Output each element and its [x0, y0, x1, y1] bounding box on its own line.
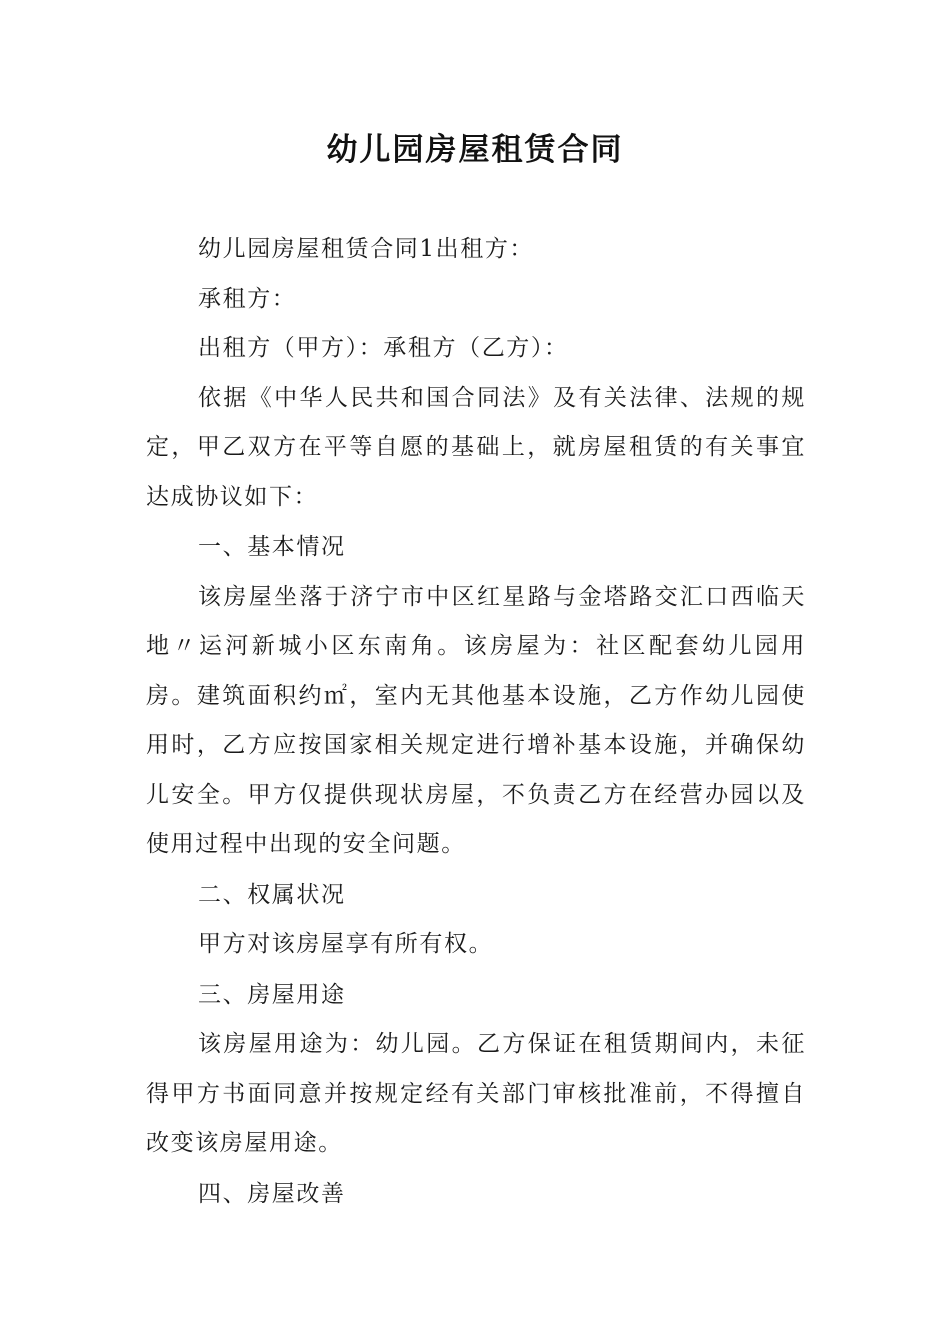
section-heading-ownership: 二、权属状况: [198, 881, 346, 908]
paragraph-basic-info: 该房屋坐落于济宁市中区红星路与金塔路交汇口西临天地〃运河新城小区东南角。该房屋为：社区配套幼儿园用房。建筑面积约㎡，室内无其他基本设施，乙方作幼儿园使用时，乙方应按国家相关规定进行增补基本设施，并确保幼儿安全。甲方仅提供现状房屋，不负责乙方在经营办园以及使用过程中出现的安全问题。: [146, 583, 806, 857]
section-heading-improvement: 四、房屋改善: [198, 1180, 346, 1207]
paragraph-lessor: 幼儿园房屋租赁合同1出租方：: [198, 236, 535, 262]
section-heading-usage: 三、房屋用途: [198, 981, 346, 1008]
document-title: 幼儿园房屋租赁合同: [326, 132, 624, 168]
paragraph-ownership: 甲方对该房屋享有所有权。: [198, 931, 494, 957]
paragraph-preamble: 依据《中华人民共和国合同法》及有关法律、法规的规定，甲乙双方在平等自愿的基础上，就房屋租赁的有关事宜达成协议如下：: [146, 384, 806, 510]
paragraph-parties: 出租方（甲方）：承租方（乙方）：: [198, 335, 569, 361]
document-body: [146, 225, 806, 1219]
section-heading-basic-info: 一、基本情况: [198, 534, 346, 560]
paragraph-lessee: 承租方：: [198, 285, 297, 312]
paragraph-usage: 该房屋用途为：幼儿园。乙方保证在租赁期间内，未征得甲方书面同意并按规定经有关部门审核批准前，不得擅自改变该房屋用途。: [146, 1031, 806, 1156]
